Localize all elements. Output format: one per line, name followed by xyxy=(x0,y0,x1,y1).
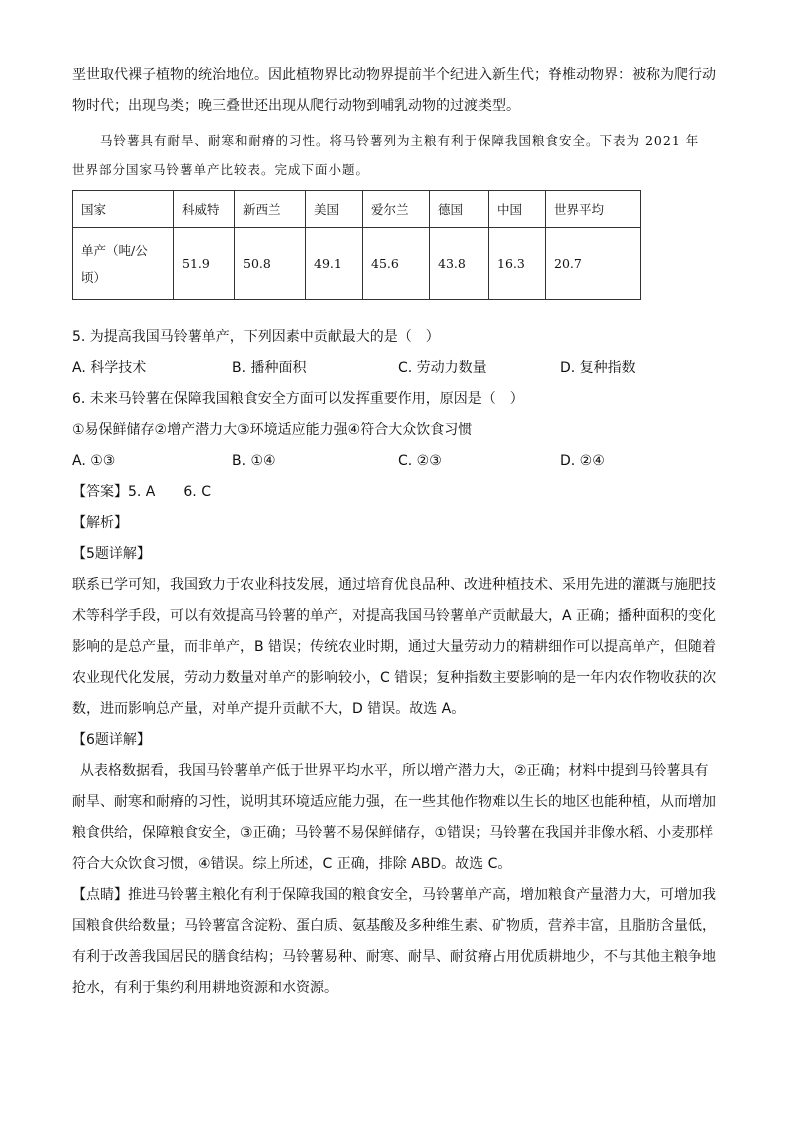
table-header-row xyxy=(73,191,641,228)
analysis-title: 【解析】 xyxy=(72,515,128,531)
material-intro-line: 世界部分国家马铃薯单产比较表。完成下面小题。 xyxy=(72,162,370,177)
table-header-cell: 新西兰 xyxy=(235,191,306,228)
table-cell: 49.1 xyxy=(306,228,363,300)
detail-6-title: 【6题详解】 xyxy=(72,732,151,748)
material-intro-line: 马铃薯具有耐旱、耐寒和耐瘠的习性。将马铃薯列为主粮有利于保障我国粮食安全。下表为 2021 年 xyxy=(100,133,700,148)
table-header-cell: 爱尔兰 xyxy=(363,191,430,228)
comment-line: 抢水，有利于集约利用耕地资源和水资源。 xyxy=(72,980,338,996)
table-cell: 45.6 xyxy=(363,228,430,300)
table-header-cell: 中国 xyxy=(489,191,546,228)
detail-6-line: 符合大众饮食习惯，④错误。综上所述，C 正确，排除 ABD。故选 C。 xyxy=(72,856,512,872)
detail-6-line: 从表格数据看，我国马铃薯单产低于世界平均水平，所以增产潜力大，②正确；材料中提到马铃薯具有 xyxy=(80,763,709,779)
question-6-options xyxy=(72,446,722,477)
question-5-stem: 5. 为提高我国马铃薯单产，下列因素中贡献最大的是（ ） xyxy=(72,329,440,345)
document-page xyxy=(72,60,722,1004)
table-header-cell: 国家 xyxy=(73,191,174,228)
table-cell: 20.7 xyxy=(546,228,641,300)
option-a: A. 科学技术 xyxy=(72,360,147,376)
potato-yield-table xyxy=(72,190,641,300)
paragraph-line: 垩世取代裸子植物的统治地位。因此植物界比动物界提前半个纪进入新生代；脊椎动物界：被称为爬行动 xyxy=(72,67,716,83)
comment-line: 国粮食供给数量；马铃薯富含淀粉、蛋白质、氨基酸及多种维生素、矿物质，营养丰富，且脂肪含量低， xyxy=(72,918,716,934)
option-b: B. 播种面积 xyxy=(232,360,307,376)
option-d: D. 复种指数 xyxy=(560,360,636,376)
option-b: B. ①④ xyxy=(232,453,276,469)
row-label-line: 单产（吨/公 xyxy=(81,242,148,258)
table-header-cell: 科威特 xyxy=(174,191,235,228)
detail-5-title: 【5题详解】 xyxy=(72,546,151,562)
comment-line: 【点睛】推进马铃薯主粮化有利于保障我国的粮食安全，马铃薯单产高，增加粮食产量潜力大，可增加我 xyxy=(72,887,716,903)
table-cell: 43.8 xyxy=(430,228,489,300)
comment-line: 有利于改善我国居民的膳食结构；马铃薯易种、耐寒、耐旱、耐贫瘠占用优质耕地少，不与其他主粮争地 xyxy=(72,949,716,965)
table-row xyxy=(73,228,641,300)
table-header-cell: 世界平均 xyxy=(546,191,641,228)
detail-5-line: 术等科学手段，可以有效提高马铃薯的单产，对提高我国马铃薯单产贡献最大，A 正确；播种面积的变化 xyxy=(72,608,717,624)
option-d: D. ②④ xyxy=(560,453,605,469)
detail-5-line: 联系已学可知，我国致力于农业科技发展，通过培育优良品种、改进种植技术、采用先进的灌溉与施肥技 xyxy=(72,577,716,593)
detail-5-line: 影响的是总产量，而非单产，B 错误；传统农业时期，通过大量劳动力的精耕细作可以提高单产，但随着 xyxy=(72,639,717,655)
detail-6-line: 粮食供给，保障粮食安全，③正确；马铃薯不易保鲜储存，①错误；马铃薯在我国并非像水稻、小麦那样 xyxy=(72,825,714,841)
answer-key: 【答案】5. A 6. C xyxy=(72,484,211,500)
detail-5-line: 农业现代化发展，劳动力数量对单产的影响较小，C 错误；复种指数主要影响的是一年内农作物收获的次 xyxy=(72,670,717,686)
question-6-statements: ①易保鲜储存②增产潜力大③环境适应能力强④符合大众饮食习惯 xyxy=(72,422,473,438)
paragraph-line: 物时代；出现鸟类；晚三叠世还出现从爬行动物到哺乳动物的过渡类型。 xyxy=(72,98,520,114)
table-cell: 16.3 xyxy=(489,228,546,300)
table-header-cell: 美国 xyxy=(306,191,363,228)
option-c: C. 劳动力数量 xyxy=(398,360,487,376)
option-a: A. ①③ xyxy=(72,453,116,469)
question-5-options xyxy=(72,353,722,384)
table-header-cell: 德国 xyxy=(430,191,489,228)
question-6-stem: 6. 未来马铃薯在保障我国粮食安全方面可以发挥重要作用，原因是（ ） xyxy=(72,391,524,407)
detail-5-line: 数，进而影响总产量，对单产提升贡献不大，D 错误。故选 A。 xyxy=(72,701,466,717)
table-cell: 50.8 xyxy=(235,228,306,300)
option-c: C. ②③ xyxy=(398,453,442,469)
table-cell: 51.9 xyxy=(174,228,235,300)
row-label-line: 顷） xyxy=(81,269,107,285)
detail-6-line: 耐旱、耐寒和耐瘠的习性，说明其环境适应能力强，在一些其他作物难以生长的地区也能种植，从而增加 xyxy=(72,794,716,810)
table-row-label xyxy=(73,228,174,300)
